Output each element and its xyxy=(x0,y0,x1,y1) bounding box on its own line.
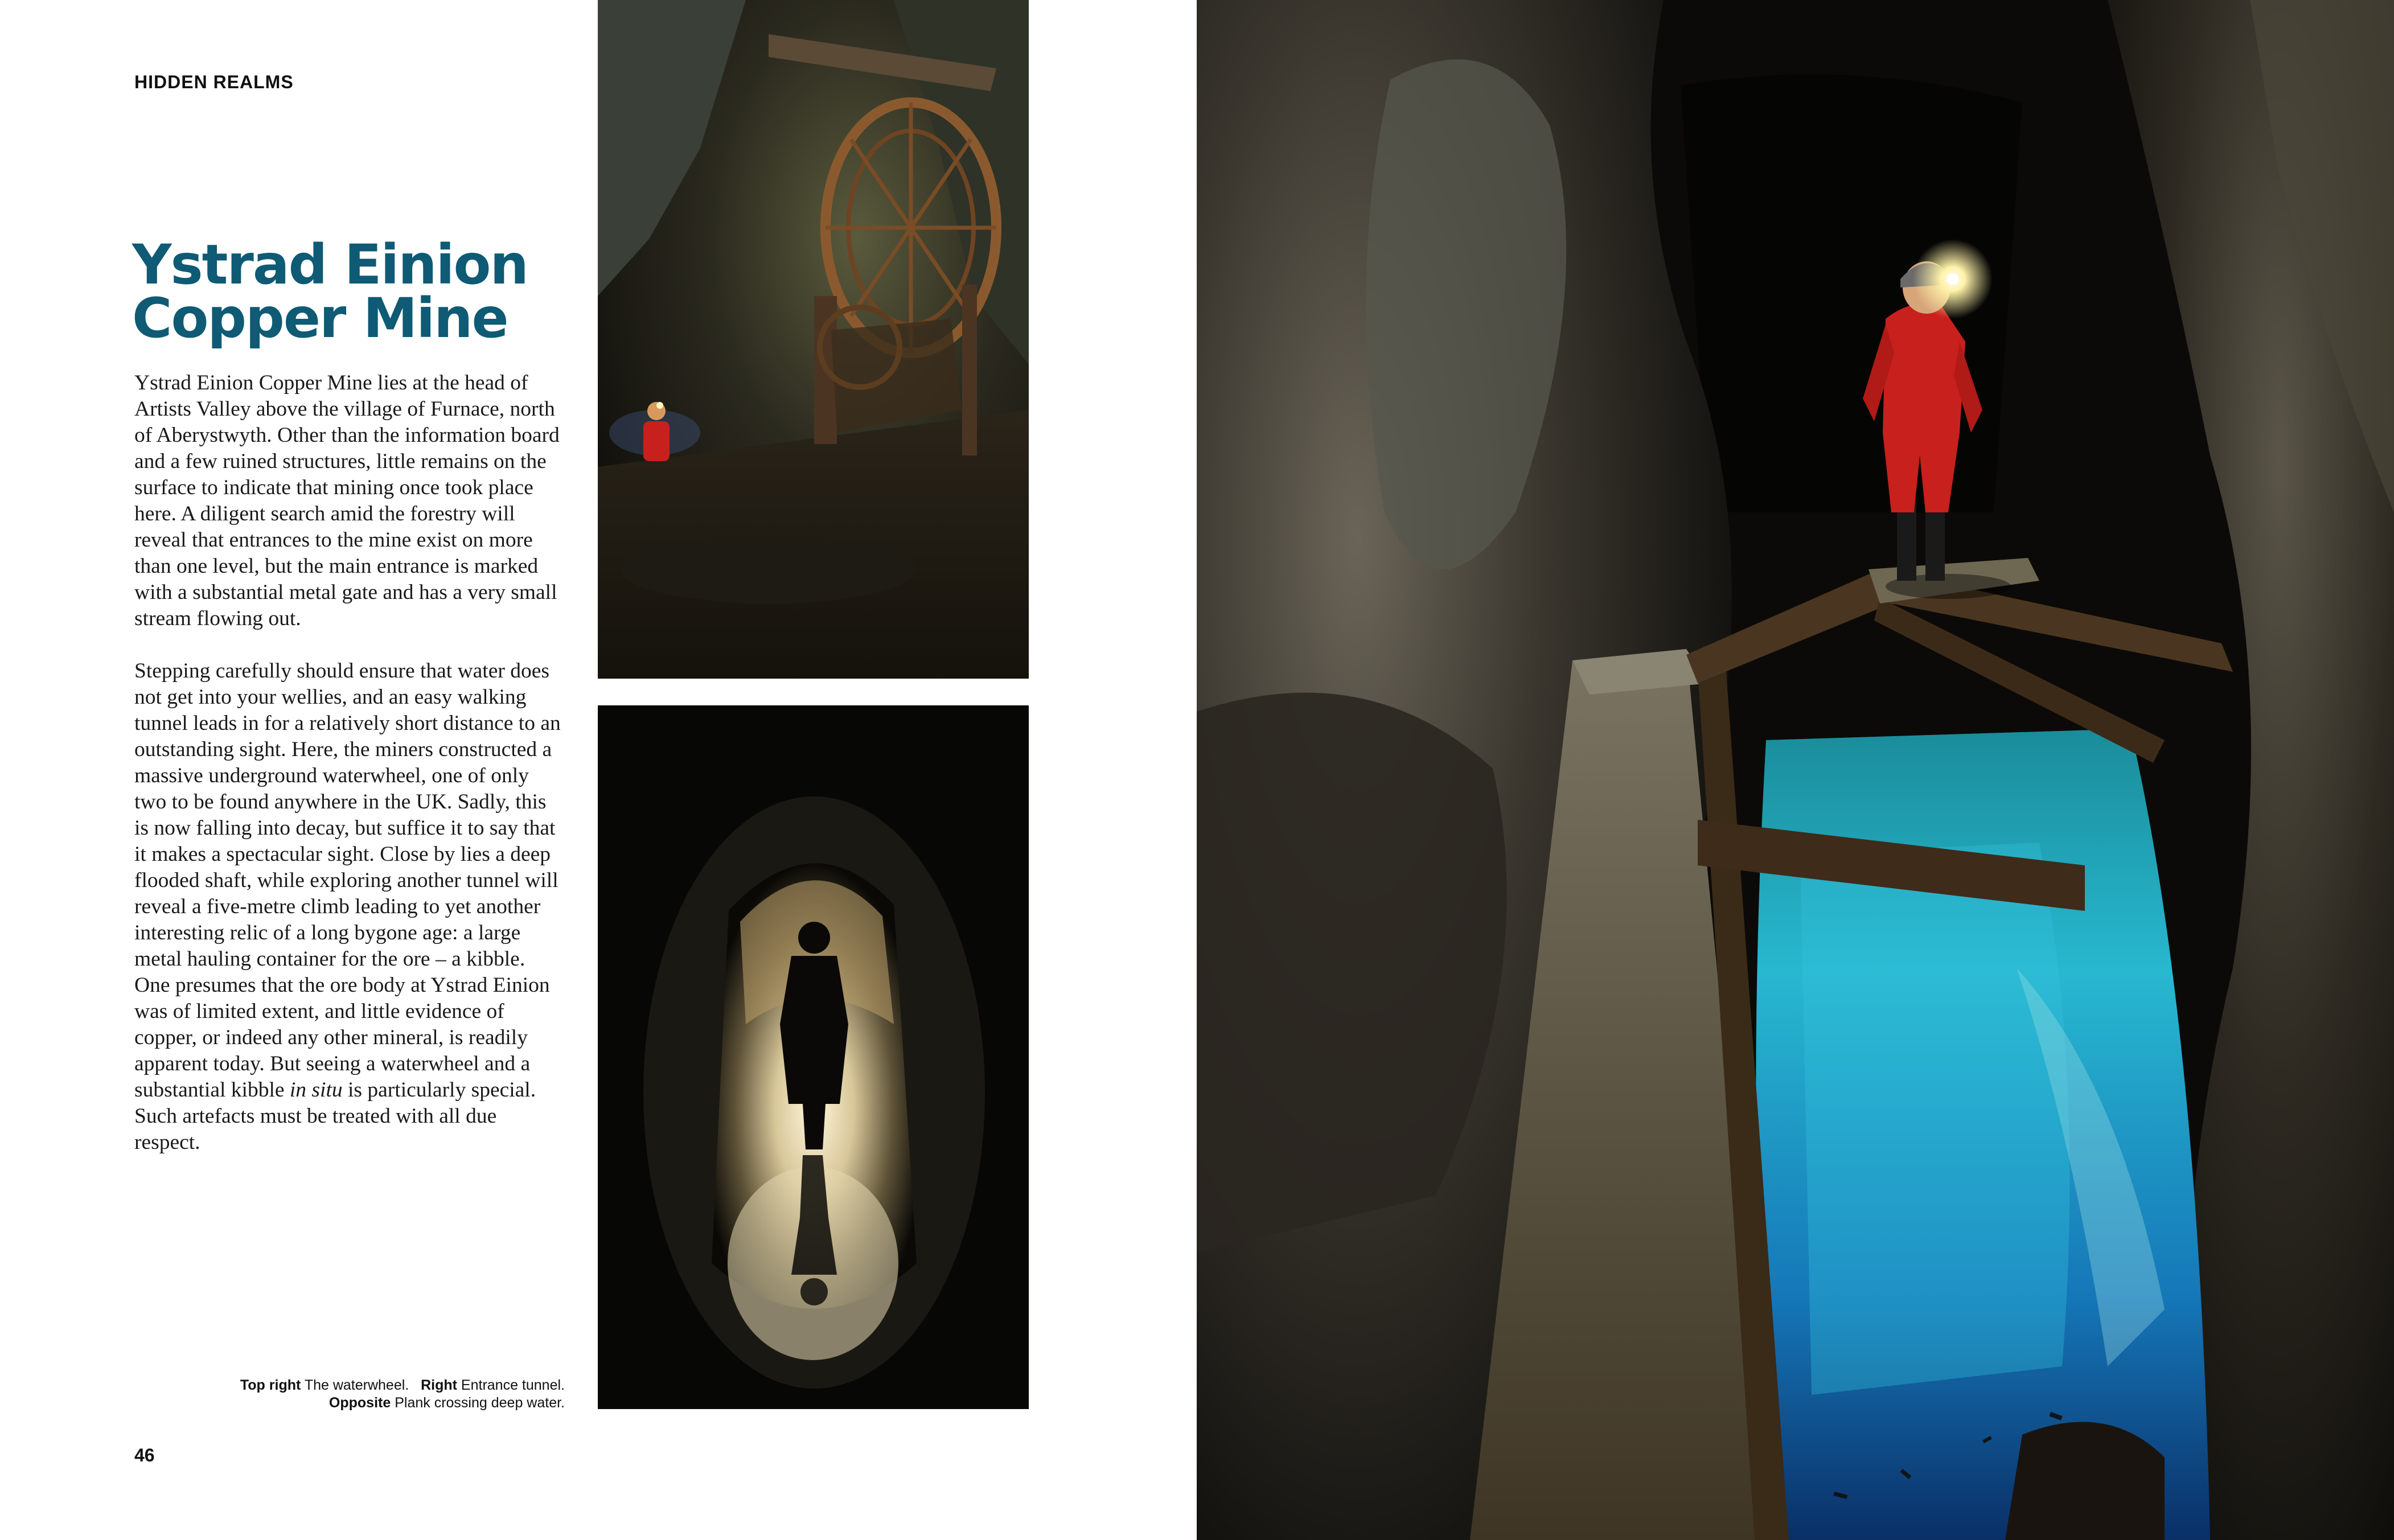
waterwheel-image xyxy=(598,0,1029,679)
entrance-tunnel-image xyxy=(598,705,1029,1409)
caption-top-right-label: Top right xyxy=(240,1377,301,1393)
title-line-2: Copper Mine xyxy=(132,286,508,350)
paragraph-1: Ystrad Einion Copper Mine lies at the head of Artists Valley above the village of Furnace, north of Aberystwyth. Other than the information board and a few ruined structures, little remains on the surface to indicate that mining once took place here. A diligent search amid the forestry will reveal that entrances to the mine exist on more than one level, but the main entrance is marked with a substantial metal gate and has a very small stream flowing out. xyxy=(134,371,560,630)
paragraph-2-end: is particularly special. Such artefacts must be treated with all due respect. xyxy=(134,1078,536,1154)
paragraph-2-italic: in situ xyxy=(289,1078,343,1102)
caption-line-2 xyxy=(52,1394,565,1412)
plank-crossing-image xyxy=(1197,0,2394,1540)
caption-right-text: Entrance tunnel. xyxy=(461,1377,565,1393)
entrance-tunnel-photo xyxy=(598,705,1029,1409)
page-number: 46 xyxy=(134,1445,155,1465)
article-body xyxy=(134,370,562,1182)
caption-opposite-text: Plank crossing deep water. xyxy=(395,1395,565,1411)
caption-right-label: Right xyxy=(421,1377,457,1393)
caption-line-1 xyxy=(52,1377,565,1394)
title-line-1: Ystrad Einion xyxy=(132,233,528,297)
paragraph-2-main: Stepping carefully should ensure that water does not get into your wellies, and an easy walking tunnel leads in for a relatively short distance to an outstanding sight. Here, the miners constructed a massive underground waterwheel, one of only two to be found anywhere in the UK. Sadly, this is now falling into decay, but suffice it to say that it makes a spectacular sight. Close by lies a deep flooded shaft, while exploring another tunnel will reveal a five-metre climb leading to yet another interesting relic of a long bygone age: a large metal hauling container for the ore – a kibble. One presumes that the ore body at Ystrad Einion was of limited extent, and little evidence of copper, or indeed any other mineral, is readily apparent today. But seeing a waterwheel and a substantial kibble xyxy=(134,659,561,1102)
plank-crossing-photo xyxy=(1197,0,2394,1540)
section-label: HIDDEN REALMS xyxy=(134,72,294,92)
waterwheel-photo xyxy=(598,0,1029,679)
paragraph-2 xyxy=(134,658,562,1156)
article-title xyxy=(132,233,599,350)
photo-captions xyxy=(52,1377,565,1412)
caption-top-right-text: The waterwheel. xyxy=(304,1377,409,1393)
caption-opposite-label: Opposite xyxy=(328,1395,391,1411)
